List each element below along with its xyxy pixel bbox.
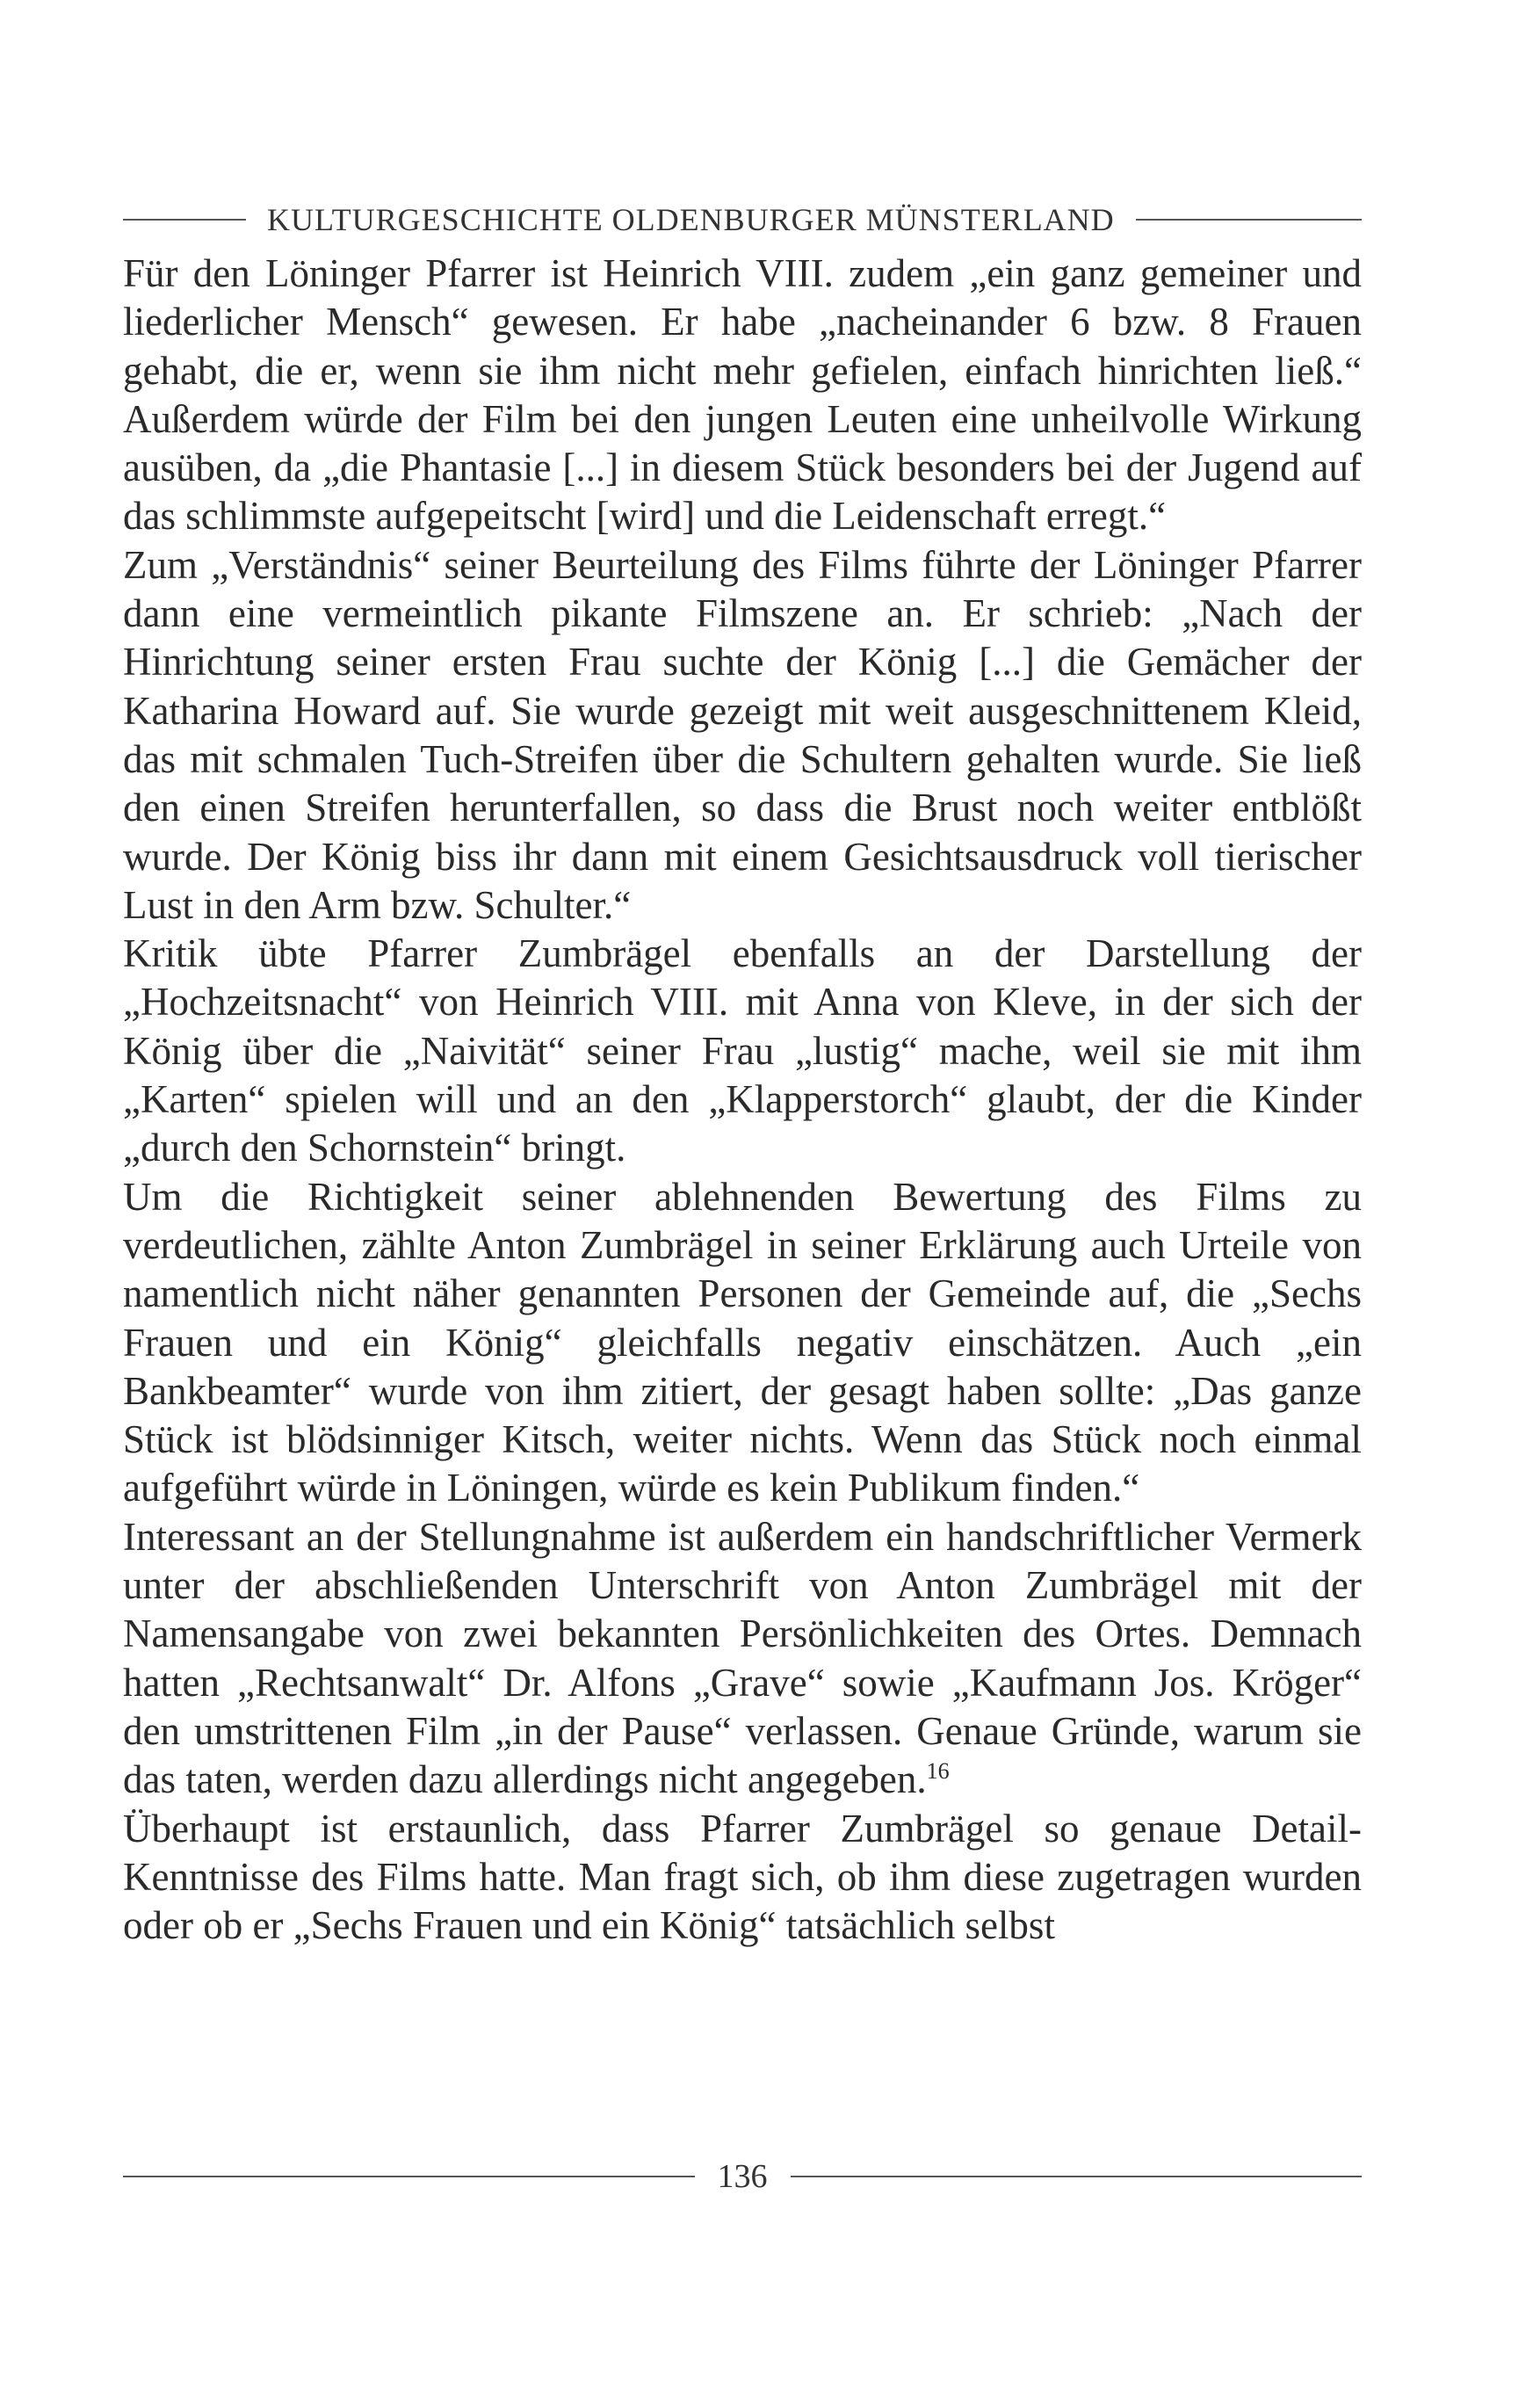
paragraph: Zum „Verständnis“ seiner Beurteilung des Films führte der Löninger Pfarrer dann eine vermeintlich pikante Filmszene an. Er schrieb: „Nach der Hinrichtung seiner ersten Frau suchte der König [...] die Gemächer der Katharina Howard auf. Sie wurde gezeigt mit weit ausgeschnittenem Kleid, das mit schmalen Tuch-Streifen über die Schultern gehalten wurde. Sie ließ den einen Streifen herunterfallen, so dass die Brust noch weiter entblößt wurde. Der König biss ihr dann mit einem Gesichtsausdruck voll tierischer Lust in den Arm bzw. Schulter.“: [123, 542, 1362, 927]
header-title: KULTURGESCHICHTE OLDENBURGER MÜNSTERLAND: [267, 202, 1115, 237]
footer-rule-left: [123, 2176, 695, 2177]
paragraph-with-footnote: [123, 1513, 1362, 1805]
page-number: 136: [717, 2158, 768, 2195]
paragraph: Kritik übte Pfarrer Zumbrägel ebenfalls an der Darstellung der „Hochzeitsnacht“ von Heinrich VIII. mit Anna von Kleve, in der sich der König über die „Naivität“ seiner Frau „lustig“ mache, weil sie mit ihm „Karten“ spielen will und an den „Klapperstorch“ glaubt, der die Kinder „durch den Schornstein“ bringt.: [123, 931, 1362, 1170]
running-header: [123, 200, 1362, 239]
footnote-reference[interactable]: 16: [926, 1758, 950, 1785]
paragraph: Überhaupt ist erstaunlich, dass Pfarrer Zumbrägel so genaue Detail-Kenntnisse des Films hatte. Man fragt sich, ob ihm diese zugetragen wurden oder ob er „Sechs Frauen und ein König“ tatsächlich selbst: [123, 1806, 1362, 1948]
header-rule-left: [123, 219, 246, 221]
paragraph: Für den Löninger Pfarrer ist Heinrich VIII. zudem „ein ganz gemeiner und liederlicher Mensch“ gewesen. Er habe „nacheinander 6 bzw. 8 Frauen gehabt, die er, wenn sie ihm nicht mehr gefielen, einfach hinrichten ließ.“ Außerdem würde der Film bei den jungen Leuten eine unheilvolle Wirkung ausüben, da „die Phantasie [...] in diesem Stück besonders bei der Jugend auf das schlimmste aufgepeitscht [wird] und die Leidenschaft erregt.“: [123, 251, 1362, 539]
page-footer: [123, 2155, 1362, 2198]
paragraph-text: Interessant an der Stellungnahme ist außerdem ein handschriftlicher Vermerk unter der abschließenden Unterschrift von Anton Zumbrägel mit der Namensangabe von zwei bekannten Persönlichkeiten des Ortes. Demnach hatten „Rechtsanwalt“ Dr. Alfons „Grave“ sowie „Kaufmann Jos. Kröger“ den umstrittenen Film „in der Pause“ verlassen. Genaue Gründe, warum sie das taten, werden dazu allerdings nicht angegeben.: [123, 1514, 1362, 1802]
paragraph: Um die Richtigkeit seiner ablehnenden Bewertung des Films zu verdeutlichen, zählte Anton Zumbrägel in seiner Erklärung auch Urteile von namentlich nicht näher genannten Personen der Gemeinde auf, die „Sechs Frauen und ein König“ gleichfalls negativ einschätzen. Auch „ein Bankbeamter“ wurde von ihm zitiert, der gesagt haben sollte: „Das ganze Stück ist blödsinniger Kitsch, weiter nichts. Wenn das Stück noch einmal aufgeführt würde in Löningen, würde es kein Publikum finden.“: [123, 1174, 1362, 1510]
header-rule-right: [1136, 219, 1362, 221]
footer-rule-right: [791, 2176, 1363, 2177]
body-text: [123, 250, 1362, 1950]
